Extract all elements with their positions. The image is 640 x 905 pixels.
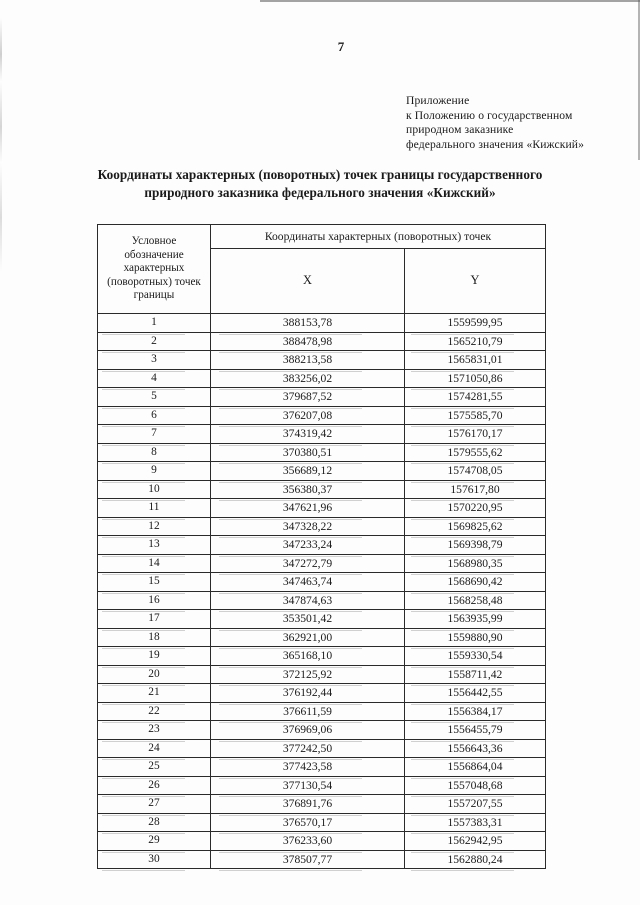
- cell-coordinate-y: 1565831,01: [405, 351, 546, 370]
- column-header-point-id-line-3: характерных: [123, 262, 185, 275]
- column-header-point-id-line-2: обозначение: [124, 248, 184, 261]
- table-row: [98, 369, 546, 388]
- table-row: [98, 406, 546, 425]
- scan-artifact-top: [260, 0, 640, 2]
- cell-point-id: 3: [98, 351, 211, 370]
- cell-coordinate-x: 362921,00: [211, 628, 405, 647]
- cell-point-id: 9: [98, 462, 211, 481]
- cell-coordinate-y: 1574708,05: [405, 462, 546, 481]
- cell-coordinate-y: 1569398,79: [405, 536, 546, 555]
- table-row: [98, 517, 546, 536]
- cell-coordinate-y: 1558711,42: [405, 665, 546, 684]
- table-row: [98, 795, 546, 814]
- cell-coordinate-y: 1557048,68: [405, 776, 546, 795]
- cell-coordinate-x: 376611,59: [211, 702, 405, 721]
- cell-coordinate-x: 356689,12: [211, 462, 405, 481]
- cell-coordinate-x: 347463,74: [211, 573, 405, 592]
- table-row: [98, 628, 546, 647]
- coordinates-table: [97, 224, 546, 869]
- cell-coordinate-y: 1579555,62: [405, 443, 546, 462]
- cell-point-id: 10: [98, 480, 211, 499]
- cell-coordinate-y: 1556864,04: [405, 758, 546, 777]
- cell-coordinate-y: 1562942,95: [405, 832, 546, 851]
- table-header-row-1: [98, 225, 546, 249]
- cell-coordinate-x: 376192,44: [211, 684, 405, 703]
- table-row: [98, 480, 546, 499]
- cell-coordinate-x: 376891,76: [211, 795, 405, 814]
- table-row: [98, 813, 546, 832]
- cell-coordinate-x: 378507,77: [211, 850, 405, 869]
- table-body: [98, 314, 546, 869]
- column-header-point-id-line-4: (поворотных) точек: [107, 275, 201, 288]
- cell-point-id: 5: [98, 388, 211, 407]
- page-number: 7: [337, 39, 345, 54]
- cell-point-id: 26: [98, 776, 211, 795]
- appendix-line-1: Приложение: [406, 94, 470, 107]
- page-title-line-2: природного заказника федерального значения «Кижский»: [144, 184, 496, 200]
- table-row: [98, 332, 546, 351]
- cell-coordinate-x: 388478,98: [211, 332, 405, 351]
- table-row: [98, 684, 546, 703]
- table-row: [98, 554, 546, 573]
- cell-coordinate-y: 1568980,35: [405, 554, 546, 573]
- cell-coordinate-x: 377242,50: [211, 739, 405, 758]
- cell-coordinate-y: 1559330,54: [405, 647, 546, 666]
- cell-point-id: 14: [98, 554, 211, 573]
- cell-point-id: 19: [98, 647, 211, 666]
- cell-point-id: 24: [98, 739, 211, 758]
- cell-point-id: 4: [98, 369, 211, 388]
- cell-coordinate-y: 1557207,55: [405, 795, 546, 814]
- appendix-line-2: к Положению о государственном: [406, 108, 573, 122]
- cell-coordinate-y: 1559880,90: [405, 628, 546, 647]
- table-row: [98, 314, 546, 333]
- cell-point-id: 8: [98, 443, 211, 462]
- appendix-line-3: природном заказнике: [406, 123, 514, 137]
- table-row: [98, 832, 546, 851]
- table-row: [98, 425, 546, 444]
- cell-point-id: 23: [98, 721, 211, 740]
- cell-coordinate-y: 1575585,70: [405, 406, 546, 425]
- cell-coordinate-x: 347328,22: [211, 517, 405, 536]
- table-row: [98, 388, 546, 407]
- cell-coordinate-x: 377423,58: [211, 758, 405, 777]
- table-row: [98, 665, 546, 684]
- cell-coordinate-x: 370380,51: [211, 443, 405, 462]
- cell-coordinate-y: 1556643,36: [405, 739, 546, 758]
- cell-point-id: 16: [98, 591, 211, 610]
- cell-coordinate-y: 1568690,42: [405, 573, 546, 592]
- cell-point-id: 17: [98, 610, 211, 629]
- cell-point-id: 18: [98, 628, 211, 647]
- cell-point-id: 20: [98, 665, 211, 684]
- appendix-line-4: федерального значения «Кижский»: [406, 137, 585, 151]
- cell-coordinate-y: 1574281,55: [405, 388, 546, 407]
- cell-point-id: 6: [98, 406, 211, 425]
- column-header-point-id-line-1: Условное: [131, 235, 177, 248]
- table-row: [98, 850, 546, 869]
- cell-coordinate-x: 347233,24: [211, 536, 405, 555]
- table-row: [98, 721, 546, 740]
- cell-coordinate-x: 372125,92: [211, 665, 405, 684]
- cell-coordinate-x: 376969,06: [211, 721, 405, 740]
- cell-point-id: 7: [98, 425, 211, 444]
- cell-point-id: 1: [98, 314, 211, 333]
- page-title-line-1: Координаты характерных (поворотных) точек границы государственного: [97, 167, 543, 182]
- column-header-point-id-line-5: границы: [133, 289, 175, 302]
- page-title: [70, 166, 570, 201]
- table-row: [98, 758, 546, 777]
- table-row: [98, 351, 546, 370]
- column-header-point-id: [98, 225, 211, 314]
- cell-coordinate-y: 1559599,95: [405, 314, 546, 333]
- cell-coordinate-y: 1556455,79: [405, 721, 546, 740]
- cell-coordinate-x: 388153,78: [211, 314, 405, 333]
- column-header-x: X: [211, 248, 405, 313]
- cell-coordinate-x: 383256,02: [211, 369, 405, 388]
- table-row: [98, 591, 546, 610]
- table-row: [98, 443, 546, 462]
- table-row: [98, 573, 546, 592]
- cell-coordinate-x: 353501,42: [211, 610, 405, 629]
- table-row: [98, 499, 546, 518]
- cell-coordinate-x: 347621,96: [211, 499, 405, 518]
- table-row: [98, 739, 546, 758]
- cell-coordinate-y: 1562880,24: [405, 850, 546, 869]
- column-header-coordinates-group: Координаты характерных (поворотных) точек: [211, 225, 546, 249]
- cell-point-id: 25: [98, 758, 211, 777]
- scan-artifact-left: [0, 0, 2, 905]
- cell-point-id: 22: [98, 702, 211, 721]
- cell-point-id: 27: [98, 795, 211, 814]
- cell-coordinate-x: 347874,63: [211, 591, 405, 610]
- cell-point-id: 30: [98, 850, 211, 869]
- cell-coordinate-y: 1569825,62: [405, 517, 546, 536]
- cell-point-id: 13: [98, 536, 211, 555]
- cell-coordinate-x: 376207,08: [211, 406, 405, 425]
- cell-coordinate-x: 374319,42: [211, 425, 405, 444]
- table-row: [98, 610, 546, 629]
- table-row: [98, 702, 546, 721]
- cell-coordinate-y: 1565210,79: [405, 332, 546, 351]
- cell-coordinate-x: 388213,58: [211, 351, 405, 370]
- cell-coordinate-y: 1571050,86: [405, 369, 546, 388]
- table-row: [98, 462, 546, 481]
- cell-coordinate-y: 1568258,48: [405, 591, 546, 610]
- cell-coordinate-y: 1563935,99: [405, 610, 546, 629]
- cell-point-id: 21: [98, 684, 211, 703]
- cell-coordinate-x: 347272,79: [211, 554, 405, 573]
- cell-point-id: 2: [98, 332, 211, 351]
- cell-coordinate-x: 377130,54: [211, 776, 405, 795]
- cell-coordinate-x: 376570,17: [211, 813, 405, 832]
- cell-coordinate-x: 365168,10: [211, 647, 405, 666]
- cell-coordinate-y: 1556384,17: [405, 702, 546, 721]
- cell-coordinate-y: 1556442,55: [405, 684, 546, 703]
- table-row: [98, 776, 546, 795]
- cell-point-id: 29: [98, 832, 211, 851]
- cell-coordinate-y: 1576170,17: [405, 425, 546, 444]
- column-header-y: Y: [405, 248, 546, 313]
- appendix-reference-block: [406, 94, 636, 152]
- table-row: [98, 536, 546, 555]
- cell-point-id: 12: [98, 517, 211, 536]
- cell-coordinate-x: 379687,52: [211, 388, 405, 407]
- cell-point-id: 28: [98, 813, 211, 832]
- cell-coordinate-x: 376233,60: [211, 832, 405, 851]
- cell-coordinate-y: 157617,80: [405, 480, 546, 499]
- table-header: [98, 225, 546, 314]
- cell-coordinate-y: 1570220,95: [405, 499, 546, 518]
- cell-coordinate-x: 356380,37: [211, 480, 405, 499]
- cell-point-id: 15: [98, 573, 211, 592]
- cell-point-id: 11: [98, 499, 211, 518]
- table-row: [98, 647, 546, 666]
- cell-coordinate-y: 1557383,31: [405, 813, 546, 832]
